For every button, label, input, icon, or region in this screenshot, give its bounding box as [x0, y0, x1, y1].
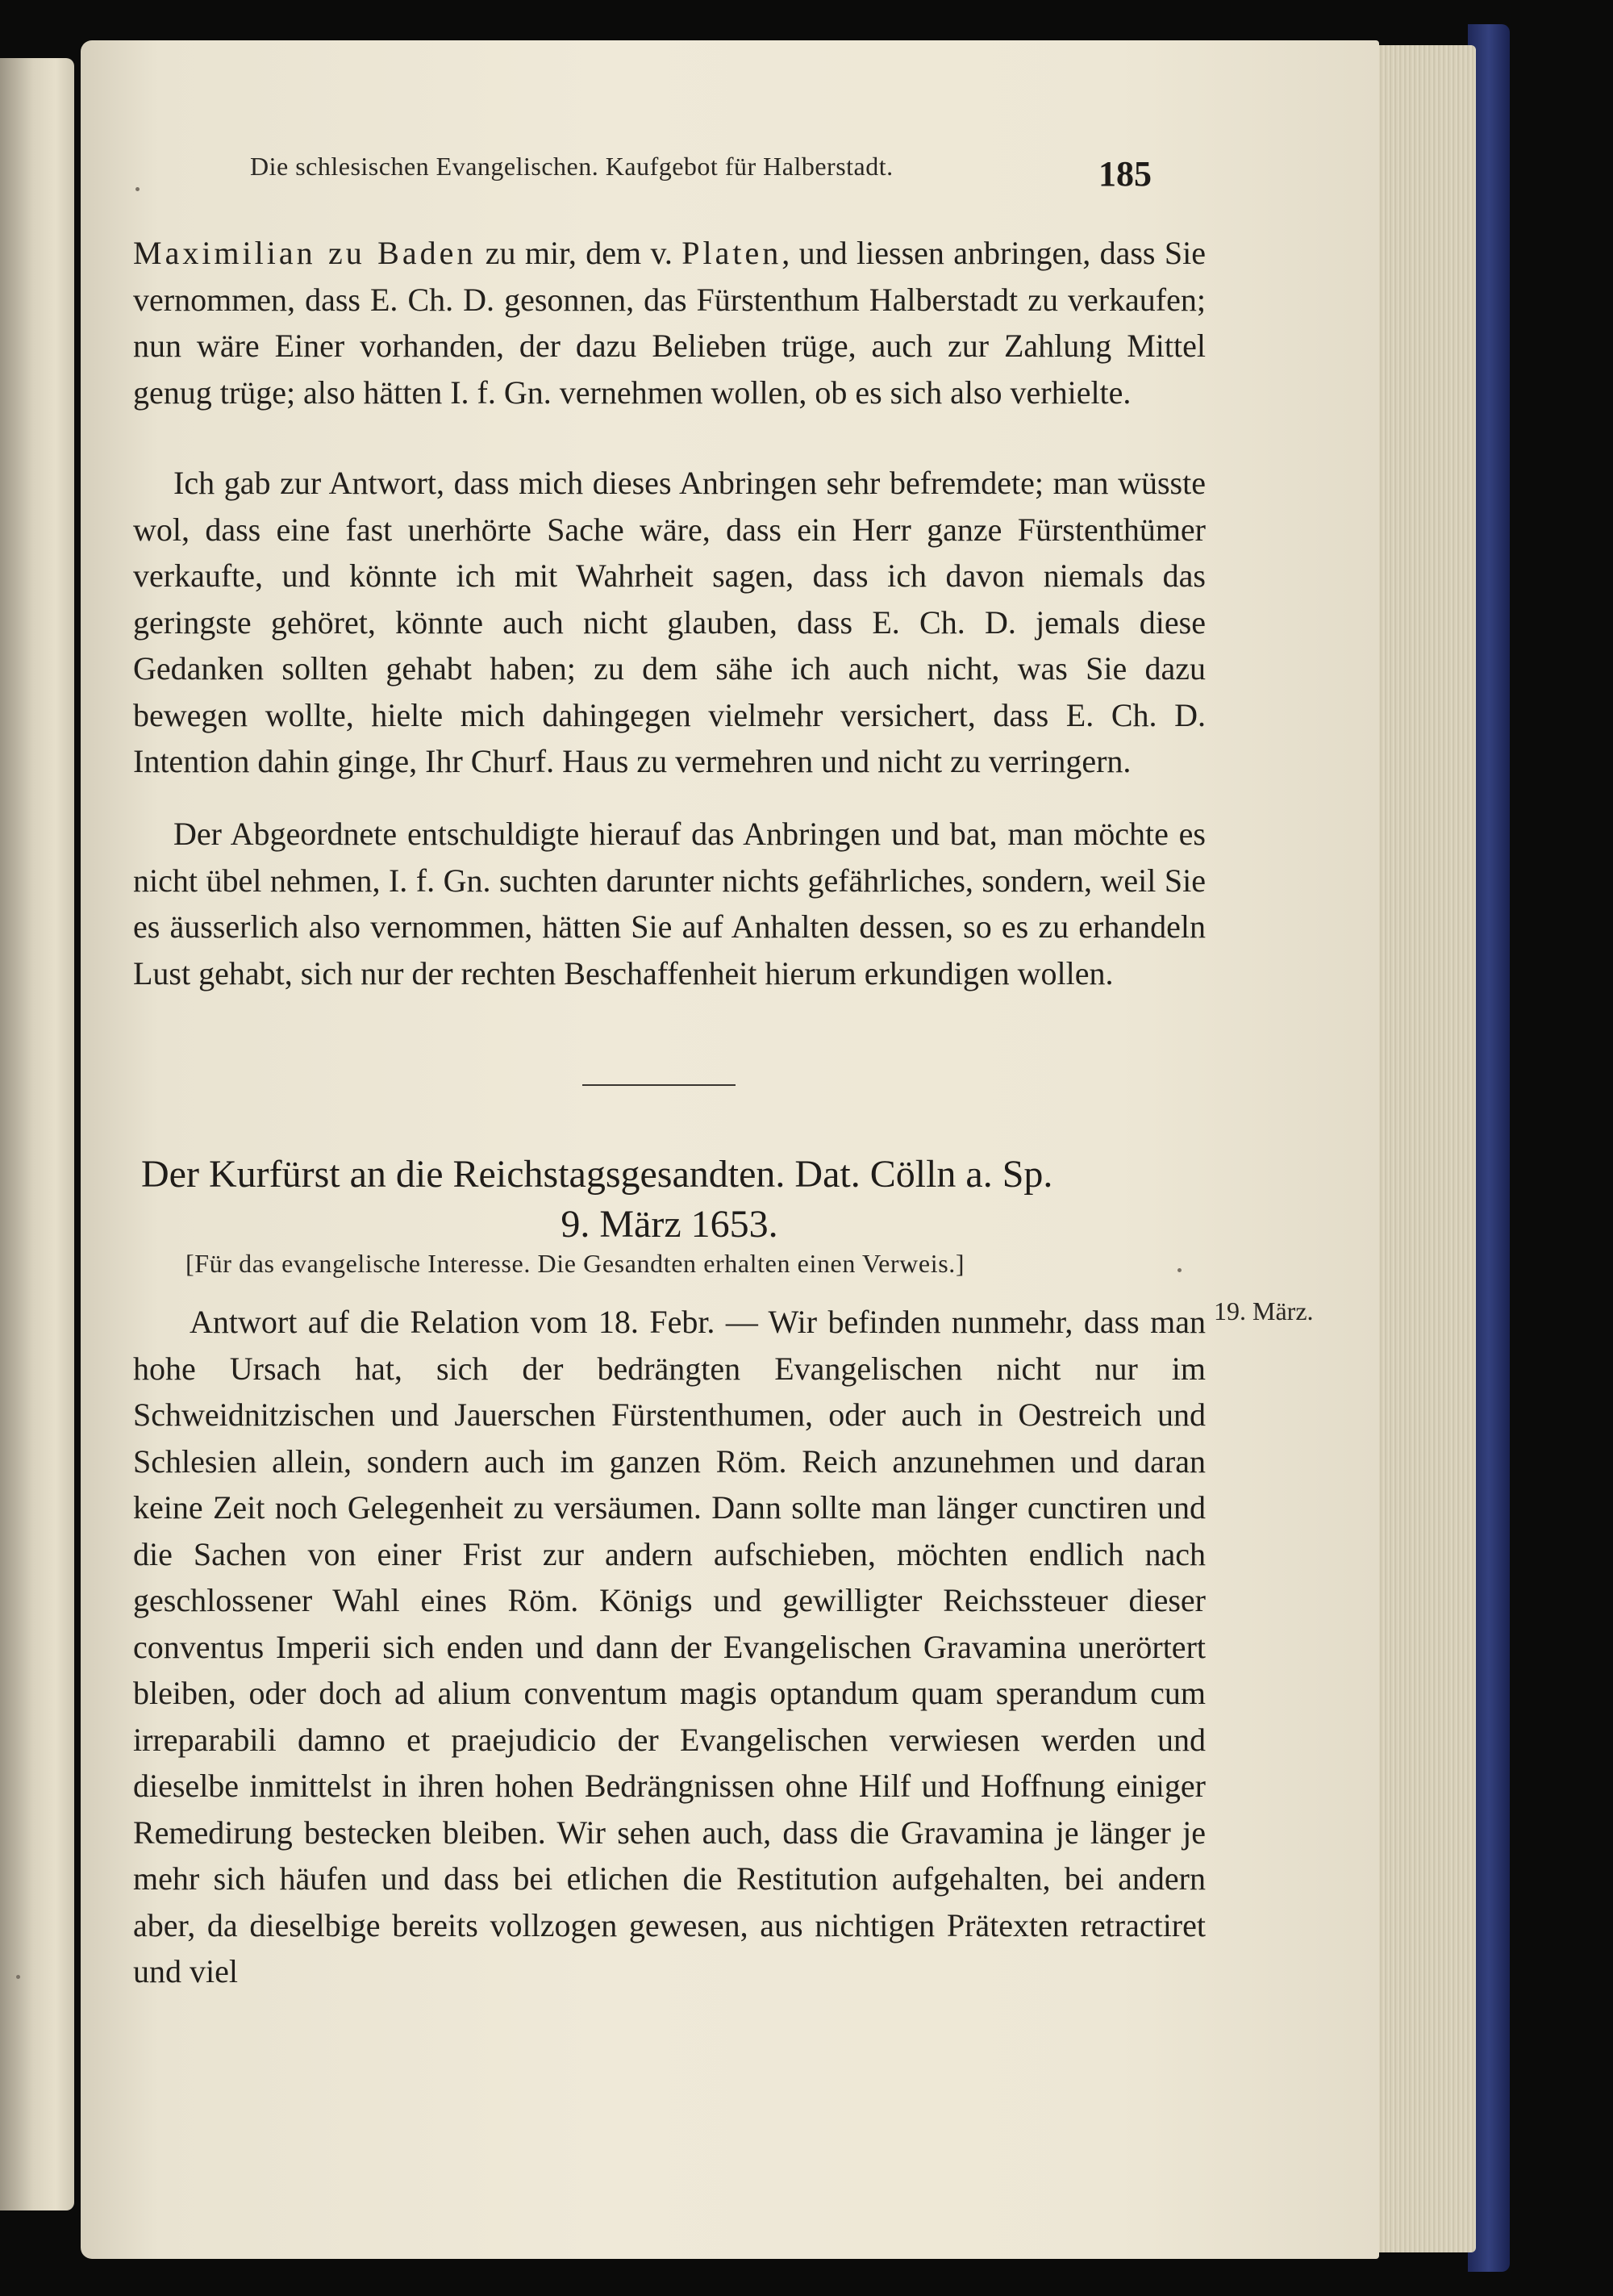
- section-divider: [582, 1084, 736, 1086]
- paper-speck: [16, 1975, 20, 1979]
- paragraph-1-mid: zu mir, dem v.: [476, 235, 682, 271]
- paragraph-1: [133, 230, 1206, 415]
- paper-speck: [135, 187, 140, 191]
- paragraph-1-rest: , und liessen anbringen, dass Sie vernommen, dass E. Ch. D. gesonnen, das Fürstenthum Halberstadt zu verkaufen; nun wäre Einer vorhanden, der dazu Belieben trüge, auch zur Zahlung Mittel genug trüge; also hätten I. f. Gn. vernehmen wollen, ob es sich also verhielte.: [133, 235, 1206, 411]
- section-title: [141, 1150, 1198, 1250]
- name-maximilian: Maximilian zu Baden: [133, 235, 477, 271]
- name-platen: Platen: [681, 235, 782, 271]
- section-subtitle: [Für das evangelische Interesse. Die Gesandten erhalten einen Verweis.]: [185, 1249, 965, 1278]
- page-number: 185: [1098, 154, 1152, 194]
- marginal-date: 19. März.: [1214, 1296, 1314, 1325]
- paragraph-2: Ich gab zur Antwort, dass mich dieses Anbringen sehr befremdete; man wüsste wol, dass eine fast unerhörte Sache wäre, dass ein Herr ganze Fürstenthümer verkaufte, und könnte ich mit Wahrheit sagen, dass ich davon niemals das geringste gehöret, könnte auch nicht glauben, dass E. Ch. D. jemals diese Gedanken sollten gehabt haben; zu dem sähe ich auch nicht, was Sie dazu bewegen wollte, hielte mich dahingegen vielmehr versichert, dass E. Ch. D. Intention dahin ginge, Ihr Churf. Haus zu vermehren und nicht zu verringern.: [133, 465, 1206, 779]
- section-title-line-1: Der Kurfürst an die Reichstagsgesandten. Dat. Cölln a. Sp.: [141, 1153, 1053, 1196]
- section-title-line-2: 9. März 1653.: [561, 1203, 778, 1246]
- paper-speck: [1177, 1268, 1182, 1272]
- paragraph-4: Antwort auf die Relation vom 18. Febr. — Wir befinden nunmehr, dass man hohe Ursach hat, sich der bedrängten Evangelischen nicht nur im Schweidnitzischen und Jauerschen Fürstenthumen, oder auch in Oestreich und Schlesien allein, sondern auch im ganzen Röm. Reich anzunehmen und daran keine Zeit noch Gelegenheit zu versäumen. Dann sollte man länger cunctiren und die Sachen von einer Frist zur andern aufschieben, möchten endlich nach geschlossener Wahl eines Röm. Königs und gewilligter Reichssteuer dieser conventus Imperii sich enden und dann der Evangelischen Gravamina unerörtert bleiben, oder doch ad alium conventum magis optandum quam sperandum cum irreparabili damno et praejudicio der Evangelischen verwiesen werden und dieselbe inmittelst in ihren hohen Bedrängnissen ohne Hilf und Hoffnung einiger Remedirung bestecken bleiben. Wir sehen auch, dass die Gravamina je länger je mehr sich häufen und dass bei etlichen die Restitution aufgehalten, bei andern aber, da dieselbige bereits vollzogen gewesen, aus nichtigen Prätexten retractiret und viel: [133, 1304, 1206, 1989]
- paragraph-3: Der Abgeordnete entschuldigte hierauf das Anbringen und bat, man möchte es nicht übel nehmen, I. f. Gn. suchten darunter nichts gefährliches, sondern, weil Sie es äusserlich also vernommen, hätten Sie auf Anhalten dessen, so es zu erhandeln Lust gehabt, sich nur der rechten Beschaffenheit hierum erkundigen wollen.: [133, 816, 1206, 991]
- running-header: Die schlesischen Evangelischen. Kaufgebot für Halberstadt.: [250, 152, 894, 181]
